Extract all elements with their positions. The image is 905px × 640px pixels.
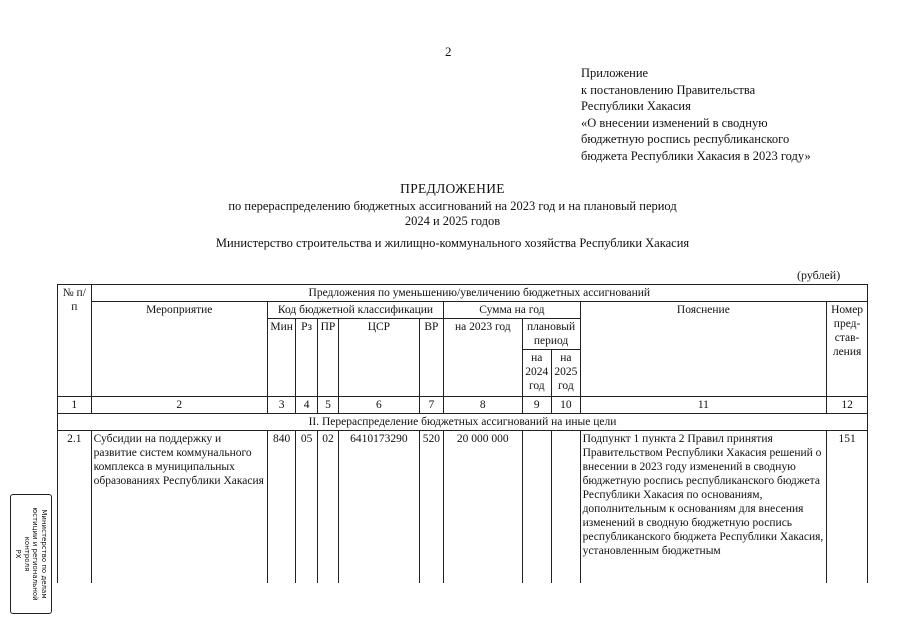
row-2024 bbox=[522, 431, 552, 584]
row-measure: Субсидии на поддержку и развитие систем коммунального комплекса в муниципальных образованиях Республики Хакасия bbox=[91, 431, 267, 584]
col-number: 11 bbox=[580, 397, 827, 414]
row-rep-number: 151 bbox=[827, 431, 868, 584]
header-pr: ПР bbox=[317, 319, 338, 397]
appendix-line: «О внесении изменений в сводную bbox=[581, 115, 768, 130]
row-2023: 20 000 000 bbox=[444, 431, 522, 584]
header-code: Код бюджетной классификации bbox=[267, 302, 443, 319]
stamp-line: контроля bbox=[23, 536, 31, 572]
col-number: 7 bbox=[419, 397, 443, 414]
page-number: 2 bbox=[445, 44, 452, 59]
stamp-text bbox=[14, 498, 48, 610]
stamp-line: РХ bbox=[14, 549, 23, 559]
units-label: (рублей) bbox=[797, 268, 841, 282]
col-number: 10 bbox=[552, 397, 581, 414]
row-csr: 6410173290 bbox=[339, 431, 419, 584]
row-pr: 02 bbox=[317, 431, 338, 584]
header-vr: ВР bbox=[419, 319, 443, 397]
document-subtitle-line2: 2024 и 2025 годов bbox=[404, 214, 501, 228]
col-number: 4 bbox=[296, 397, 317, 414]
header-proposals: Предложения по уменьшению/увеличению бюджетных ассигнований bbox=[91, 285, 867, 302]
row-2025 bbox=[552, 431, 581, 584]
header-rep-number: Номер пред-став-ления bbox=[827, 302, 868, 397]
appendix-line: к постановлению Правительства bbox=[581, 82, 756, 97]
col-number: 5 bbox=[317, 397, 338, 414]
col-number: 8 bbox=[444, 397, 522, 414]
row-vr: 520 bbox=[419, 431, 443, 584]
header-measure: Мероприятие bbox=[91, 302, 267, 397]
header-2025: на 2025 год bbox=[552, 350, 581, 397]
header-csr: ЦСР bbox=[339, 319, 419, 397]
section-title: II. Перераспределение бюджетных ассигнований на иные цели bbox=[58, 414, 868, 431]
col-number: 3 bbox=[267, 397, 296, 414]
registration-stamp bbox=[10, 494, 52, 614]
document-subtitle-line1: по перераспределению бюджетных ассигнований на 2023 год и на плановый период bbox=[228, 199, 677, 213]
budget-table bbox=[57, 284, 868, 583]
header-planned: плановый период bbox=[522, 319, 580, 350]
header-sum: Сумма на год bbox=[444, 302, 581, 319]
col-number: 1 bbox=[58, 397, 92, 414]
col-number: 9 bbox=[522, 397, 552, 414]
col-number: 2 bbox=[91, 397, 267, 414]
header-2024: на 2024 год bbox=[522, 350, 552, 397]
appendix-block bbox=[581, 65, 811, 164]
header-explanation: Пояснение bbox=[580, 302, 827, 397]
appendix-line: Приложение bbox=[581, 66, 649, 80]
row-min: 840 bbox=[267, 431, 296, 584]
header-num: № п/п bbox=[58, 285, 92, 397]
ministry-name: Министерство строительства и жилищно-коммунального хозяйства Республики Хакасия bbox=[215, 236, 690, 250]
document-heading: ПРЕДЛОЖЕНИЕ bbox=[400, 181, 505, 196]
row-rz: 05 bbox=[296, 431, 317, 584]
stamp-line: юстиции и региональной bbox=[31, 507, 40, 601]
header-rz: Рз bbox=[296, 319, 317, 397]
stamp-line: Министерство по делам bbox=[40, 509, 48, 599]
row-num: 2.1 bbox=[58, 431, 92, 584]
header-2023: на 2023 год bbox=[444, 319, 522, 397]
table-row bbox=[58, 431, 868, 584]
appendix-line: Республики Хакасия bbox=[581, 99, 691, 113]
row-explanation: Подпункт 1 пункта 2 Правил принятия Правительством Республики Хакасия решений о внесении в 2023 году изменений в сводную бюджетную роспись республиканского бюджета Республики Хакасия по основаниям, дополнительным к основаниям для внесения изменений в сводную бюджетную роспись республиканского бюджета Республики Хакасия, установленным бюджетным bbox=[580, 431, 827, 584]
col-number: 12 bbox=[827, 397, 868, 414]
appendix-line: бюджетную роспись республиканского bbox=[581, 132, 790, 146]
col-number: 6 bbox=[339, 397, 419, 414]
header-min: Мин bbox=[267, 319, 296, 397]
appendix-line: бюджета Республики Хакасия в 2023 году» bbox=[581, 148, 811, 163]
